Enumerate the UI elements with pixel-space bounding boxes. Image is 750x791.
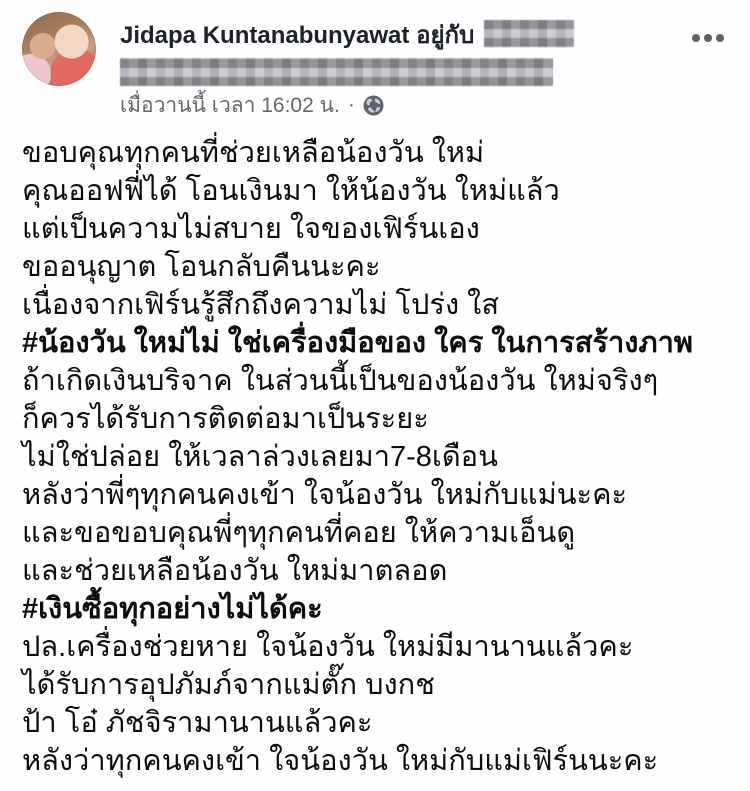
post-menu-button[interactable] <box>684 24 732 52</box>
avatar[interactable] <box>22 12 96 86</box>
ellipsis-dot <box>692 34 700 42</box>
hashtag-line[interactable]: #เงินซื้อทุกอย่างไม่ได้คะ <box>22 593 323 625</box>
post-text-line: ไม่ใช่ปล่อย ให้เวลาล่วงเลยมา7-8เดือน <box>22 441 498 473</box>
ellipsis-dot <box>704 34 712 42</box>
author-name[interactable]: Jidapa Kuntanabunyawat <box>120 22 410 49</box>
post-text-line: ขออนุญาต โอนกลับคืนนะคะ <box>22 251 381 283</box>
post-text-line: ถ้าเกิดเงินบริจาค ในส่วนนี้เป็นของน้องวัน ใหม่จริงๆ <box>22 365 659 397</box>
post-text-line: คุณออฟฟี่ได้ โอนเงินมา ให้น้องวัน ใหม่แล้ว <box>22 175 560 207</box>
post-text-line: แต่เป็นความไม่สบาย ใจของเฟิร์นเอง <box>22 213 480 245</box>
post-text-line: และช่วยเหลือน้องวัน ใหม่มาตลอด <box>22 555 448 587</box>
redacted-tagged-name[interactable] <box>484 20 574 47</box>
post-text-line: ได้รับการอุปภัมภ์จากแม่ตั๊ก บงกช <box>22 669 435 701</box>
post-text-line: และขอขอบคุณพี่ๆทุกคนที่คอย ให้ความเอ็นดู <box>22 517 576 549</box>
post-meta <box>120 92 384 118</box>
post-text-line: เนื่องจากเฟิร์นรู้สึกถึงความไม่ โปร่ง ใส <box>22 289 500 321</box>
post-header <box>0 0 750 130</box>
post-byline <box>120 20 680 51</box>
post-text-line: ปล.เครื่องช่วยหาย ใจน้องวัน ใหม่มีมานานแล้วคะ <box>22 631 634 663</box>
timestamp[interactable]: เมื่อวานนี้ เวลา 16:02 น. <box>120 93 340 117</box>
ellipsis-dot <box>716 34 724 42</box>
post-text-line: หลังว่าพี่ๆทุกคนคงเข้า ใจน้องวัน ใหม่กับแม่นะคะ <box>22 479 628 511</box>
post-text-line: ป้า โอ๋ ภัชจิรามานานแล้วคะ <box>22 707 373 739</box>
with-label-text: อยู่กับ <box>416 22 475 49</box>
redacted-tagged-names-line2[interactable] <box>120 58 553 86</box>
post-body <box>22 134 734 780</box>
hashtag-line[interactable]: #น้องวัน ใหม่ไม่ ใช่เครื่องมือของ ใคร ในการสร้างภาพ <box>22 327 693 359</box>
post-text-line: ก็ควรได้รับการติดต่อมาเป็นระยะ <box>22 403 429 435</box>
post-text-line: หลังว่าทุกคนคงเข้า ใจน้องวัน ใหม่กับแม่เฟิร์นนะคะ <box>22 745 659 777</box>
globe-icon <box>363 95 384 116</box>
post-text-line: ขอบคุณทุกคนที่ช่วยเหลือน้องวัน ใหม่ <box>22 137 485 169</box>
meta-separator: · <box>347 93 355 116</box>
